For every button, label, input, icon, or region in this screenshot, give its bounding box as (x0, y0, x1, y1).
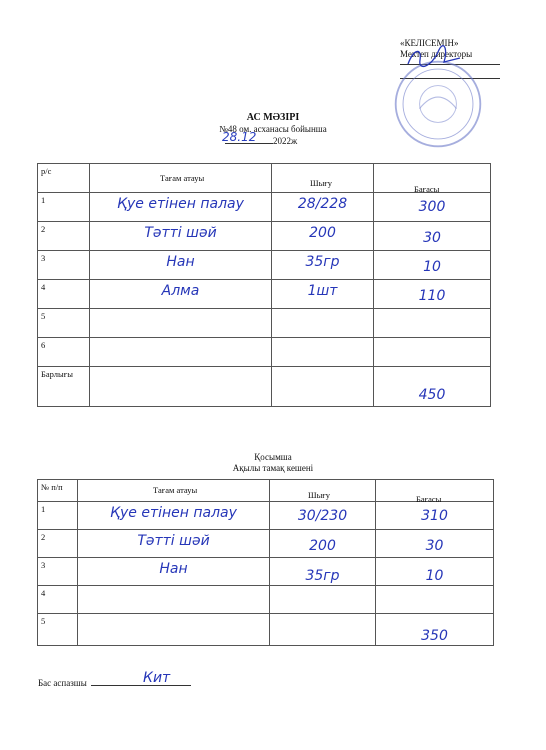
row-number: 2 (41, 532, 46, 542)
table-row (38, 309, 491, 338)
dish-name: Қуе етінен палау (110, 505, 237, 521)
dish-name: Нан (159, 561, 188, 577)
paid-table-header (38, 480, 494, 502)
school-stamp (392, 58, 484, 150)
table-row (38, 614, 494, 646)
row-number: 6 (41, 340, 46, 350)
dish-name: Нан (166, 254, 195, 270)
dish-price: 310 (421, 508, 448, 524)
section2-title: Қосымша (254, 452, 292, 462)
dish-name: Қуе етінен палау (117, 196, 244, 212)
header-cell: р/с (38, 164, 90, 193)
dish-yield: 200 (309, 225, 336, 241)
dish-yield: 35гр (305, 568, 340, 584)
header-cell: Бағасы (374, 164, 491, 193)
approval-title: «КЕЛІСЕМІН» (400, 38, 459, 48)
row-number: 3 (41, 253, 46, 263)
section2-subtitle: Ақылы тамақ кешені (232, 463, 314, 473)
header-cell: № п/п (38, 480, 78, 502)
table-row (38, 502, 494, 530)
menu-table-header (38, 164, 491, 193)
table-row (38, 338, 491, 367)
dish-price: 300 (418, 199, 446, 215)
header-cell: Тағам атауы (90, 164, 272, 193)
chef-signature: Кит (143, 670, 171, 686)
row-number: 5 (41, 311, 46, 321)
row-number: 1 (41, 195, 46, 205)
total-label: Барлығы (41, 369, 73, 379)
dish-price: 110 (418, 288, 446, 304)
table-row (38, 558, 494, 586)
total-row (38, 367, 491, 407)
row-number: 5 (41, 616, 46, 626)
menu-table (37, 163, 491, 407)
row-number: 4 (41, 588, 46, 598)
approval-position: Мектеп директоры (400, 49, 473, 59)
dish-yield: 35гр (305, 254, 340, 270)
dish-price: 10 (425, 568, 444, 584)
director-signature (404, 44, 464, 70)
row-number: 3 (41, 560, 46, 570)
header-cell: Шығу (272, 164, 374, 193)
header-cell: Тағам атауы (78, 480, 270, 502)
table-row (38, 530, 494, 558)
paid-meal-table (37, 479, 494, 646)
dish-yield: 30/230 (297, 508, 348, 524)
header-cell: Бағасы (376, 480, 494, 502)
table-row (38, 251, 491, 280)
dish-name: Алма (161, 283, 200, 299)
dish-name: Тәтті шәй (137, 533, 210, 549)
chef-label: Бас аспазшы (38, 678, 87, 688)
row-number: 4 (41, 282, 46, 292)
dish-yield: 1шт (307, 283, 338, 299)
dish-price: 30 (425, 538, 444, 554)
dish-price: 10 (423, 259, 441, 275)
menu-title: АС МӘЗІРІ (246, 112, 300, 123)
header-cell: Шығу (270, 480, 376, 502)
signature-underline (91, 685, 191, 686)
total-value: 350 (421, 628, 448, 644)
table-row (38, 586, 494, 614)
date-year: 2022ж (273, 136, 298, 146)
dish-yield: 28/228 (297, 196, 348, 212)
dish-price: 30 (423, 230, 441, 246)
total-value: 450 (418, 387, 446, 403)
table-row (38, 222, 491, 251)
chef-signature-line (38, 670, 191, 688)
row-number: 1 (41, 504, 46, 514)
table-row (38, 280, 491, 309)
dish-yield: 200 (309, 538, 336, 554)
row-number: 2 (41, 224, 46, 234)
handwritten-date: 28.12 (222, 130, 257, 144)
table-row (38, 193, 491, 222)
dish-name: Тәтті шәй (144, 225, 217, 241)
canteen-subtitle: №48 ом. асханасы бойынша (219, 124, 327, 134)
date-line (222, 130, 298, 146)
